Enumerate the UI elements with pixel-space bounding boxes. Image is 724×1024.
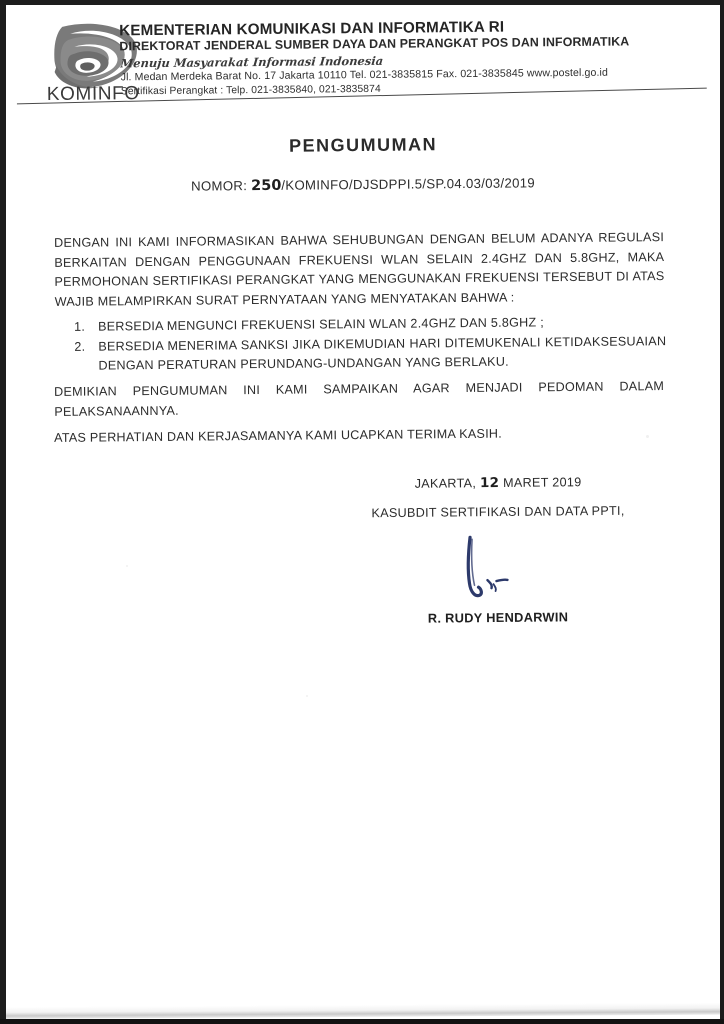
- scan-speckle: [646, 435, 649, 438]
- requirements-list: [74, 312, 667, 376]
- directorate-name: DIREKTORAT JENDERAL SUMBER DAYA DAN PERANGKAT POS DAN INFORMATIKA: [119, 34, 630, 54]
- document-title: PENGUMUMAN: [289, 134, 438, 156]
- body-paragraph-1: DENGAN INI KAMI INFORMASIKAN BAHWA SEHUBUNGAN DENGAN BELUM ADANYA REGULASI BERKAITAN DENGAN PENGGUNAAN FREKUENSI WLAN SELAIN 2.4GHZ DAN 5.8GHZ, MAKA PERMOHONAN SERTIFIKASI PERANGKAT YANG MENGGUNAKAN FREKUENSI TERSEBUT DI ATAS WAJIB MELAMPIRKAN SURAT PERNYATAAN YANG MENYATAKAN BAHWA :: [54, 230, 665, 309]
- signatory-role: KASUBDIT SERTIFIKASI DAN DATA PPTI,: [371, 503, 625, 521]
- letterhead: [6, 2, 721, 119]
- paper-sheet: [6, 5, 720, 1019]
- nomor-label: NOMOR:: [191, 178, 248, 194]
- list-item: [74, 332, 666, 377]
- scan-edge-top: [0, 0, 724, 5]
- letterhead-address: Jl. Medan Merdeka Barat No. 17 Jakarta 10110 Tel. 021-3835815 Fax. 021-3835845 www.postel.go.id: [120, 66, 609, 84]
- signature-month-year: MARET 2019: [503, 475, 582, 490]
- scan-edge-right: [720, 0, 724, 1024]
- signatory-name: R. RUDY HENDARWIN: [427, 609, 569, 626]
- ministry-tagline: Menuju Masyarakat Informasi Indonesia: [119, 53, 384, 71]
- nomor-handwritten-number: 250: [251, 177, 282, 195]
- scan-speckle: [126, 565, 128, 567]
- letterhead-certification-contact: Sertifikasi Perangkat : Telp. 021-3835840, 021-3835874: [120, 83, 381, 98]
- list-item-number: 1.: [74, 319, 86, 334]
- body-paragraph-2: DEMIKIAN PENGUMUMAN INI KAMI SAMPAIKAN AGAR MENJADI PEDOMAN DALAM PELAKSANAANNYA.: [54, 379, 665, 419]
- body-paragraph-3: ATAS PERHATIAN DAN KERJASAMANYA KAMI UCAPKAN TERIMA KASIH.: [54, 426, 503, 445]
- nomor-rest: /KOMINFO/DJSDPPI.5/SP.04.03/03/2019: [281, 175, 536, 193]
- list-item-text: BERSEDIA MENERIMA SANKSI JIKA DIKEMUDIAN HARI DITEMUKENALI KETIDAKSESUAIAN DENGAN PERATURAN PERUNDANG-UNDANGAN YANG BERLAKU.: [98, 333, 667, 373]
- document-number: [6, 174, 720, 197]
- signature-place-date: [358, 474, 638, 493]
- ministry-name: KEMENTERIAN KOMUNIKASI DAN INFORMATIKA RI: [119, 18, 505, 40]
- scan-edge-bottom: [0, 1019, 724, 1024]
- list-item-number: 2.: [74, 339, 86, 354]
- signature-place: JAKARTA,: [414, 476, 477, 491]
- kominfo-wordmark: KOMINFO: [46, 83, 140, 106]
- scan-edge-left: [0, 0, 6, 1024]
- list-item-text: BERSEDIA MENGUNCI FREKUENSI SELAIN WLAN 2.4GHZ DAN 5.8GHZ ;: [98, 315, 544, 334]
- scan-speckle: [306, 695, 308, 697]
- handwritten-signature-icon: [446, 532, 557, 613]
- signature-handwritten-day: 12: [479, 474, 500, 492]
